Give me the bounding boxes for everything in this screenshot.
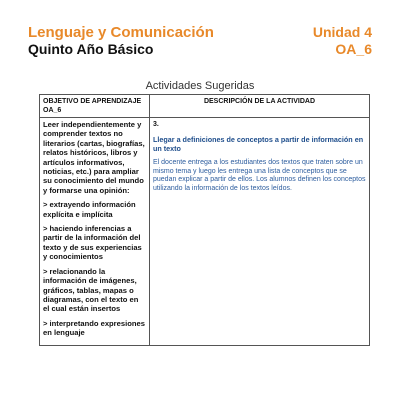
unit-label: Unidad 4 <box>312 24 372 40</box>
table-row <box>40 118 370 346</box>
grade-label: Quinto Año Básico <box>28 41 154 57</box>
objective-bullet: > relacionando la información de imágenes, gráficos, tablas, mapas o diagramas, con el texto en el cual están insertos <box>43 266 139 314</box>
objective-cell <box>40 118 150 346</box>
description-column-header: DESCRIPCIÓN DE LA ACTIVIDAD <box>150 95 370 118</box>
activity-title: Llegar a definiciones de conceptos a partir de información en un texto <box>153 135 364 153</box>
objective-column-header: OBJETIVO DE APRENDIZAJE OA_6 <box>40 95 150 118</box>
activity-description: El docente entrega a los estudiantes dos textos que traten sobre un mismo tema y luego les entrega una lista de conceptos que se puedan explicar a partir de ellos. Los alumnos definen los conceptos utilizando la información de los textos leídos. <box>153 159 366 192</box>
activity-number: 3. <box>153 121 159 128</box>
activities-table <box>39 94 370 346</box>
header-row-bottom <box>28 41 372 58</box>
header-row-top <box>28 24 372 41</box>
table-header-row <box>40 95 370 118</box>
objective-bullet: > extrayendo información explícita e implícita <box>43 200 136 219</box>
objective-bullet: > haciendo inferencias a partir de la información del texto y de sus experiencias y conocimientos <box>43 224 142 262</box>
document-header <box>28 24 372 58</box>
objective-bullet: > interpretando expresiones en lenguaje <box>43 318 145 338</box>
oa-label: OA_6 <box>335 41 372 57</box>
activity-cell <box>150 118 370 346</box>
objective-paragraph: Leer independientemente y comprender textos no literarios (cartas, biografías, relatos históricos, libros y artículos informativos, noticias, etc.) para ampliar su conocimiento del mundo y formarse una opinión: <box>43 120 145 195</box>
section-title: Actividades Sugeridas <box>145 80 255 92</box>
subject-title: Lenguaje y Comunicación <box>28 24 214 41</box>
